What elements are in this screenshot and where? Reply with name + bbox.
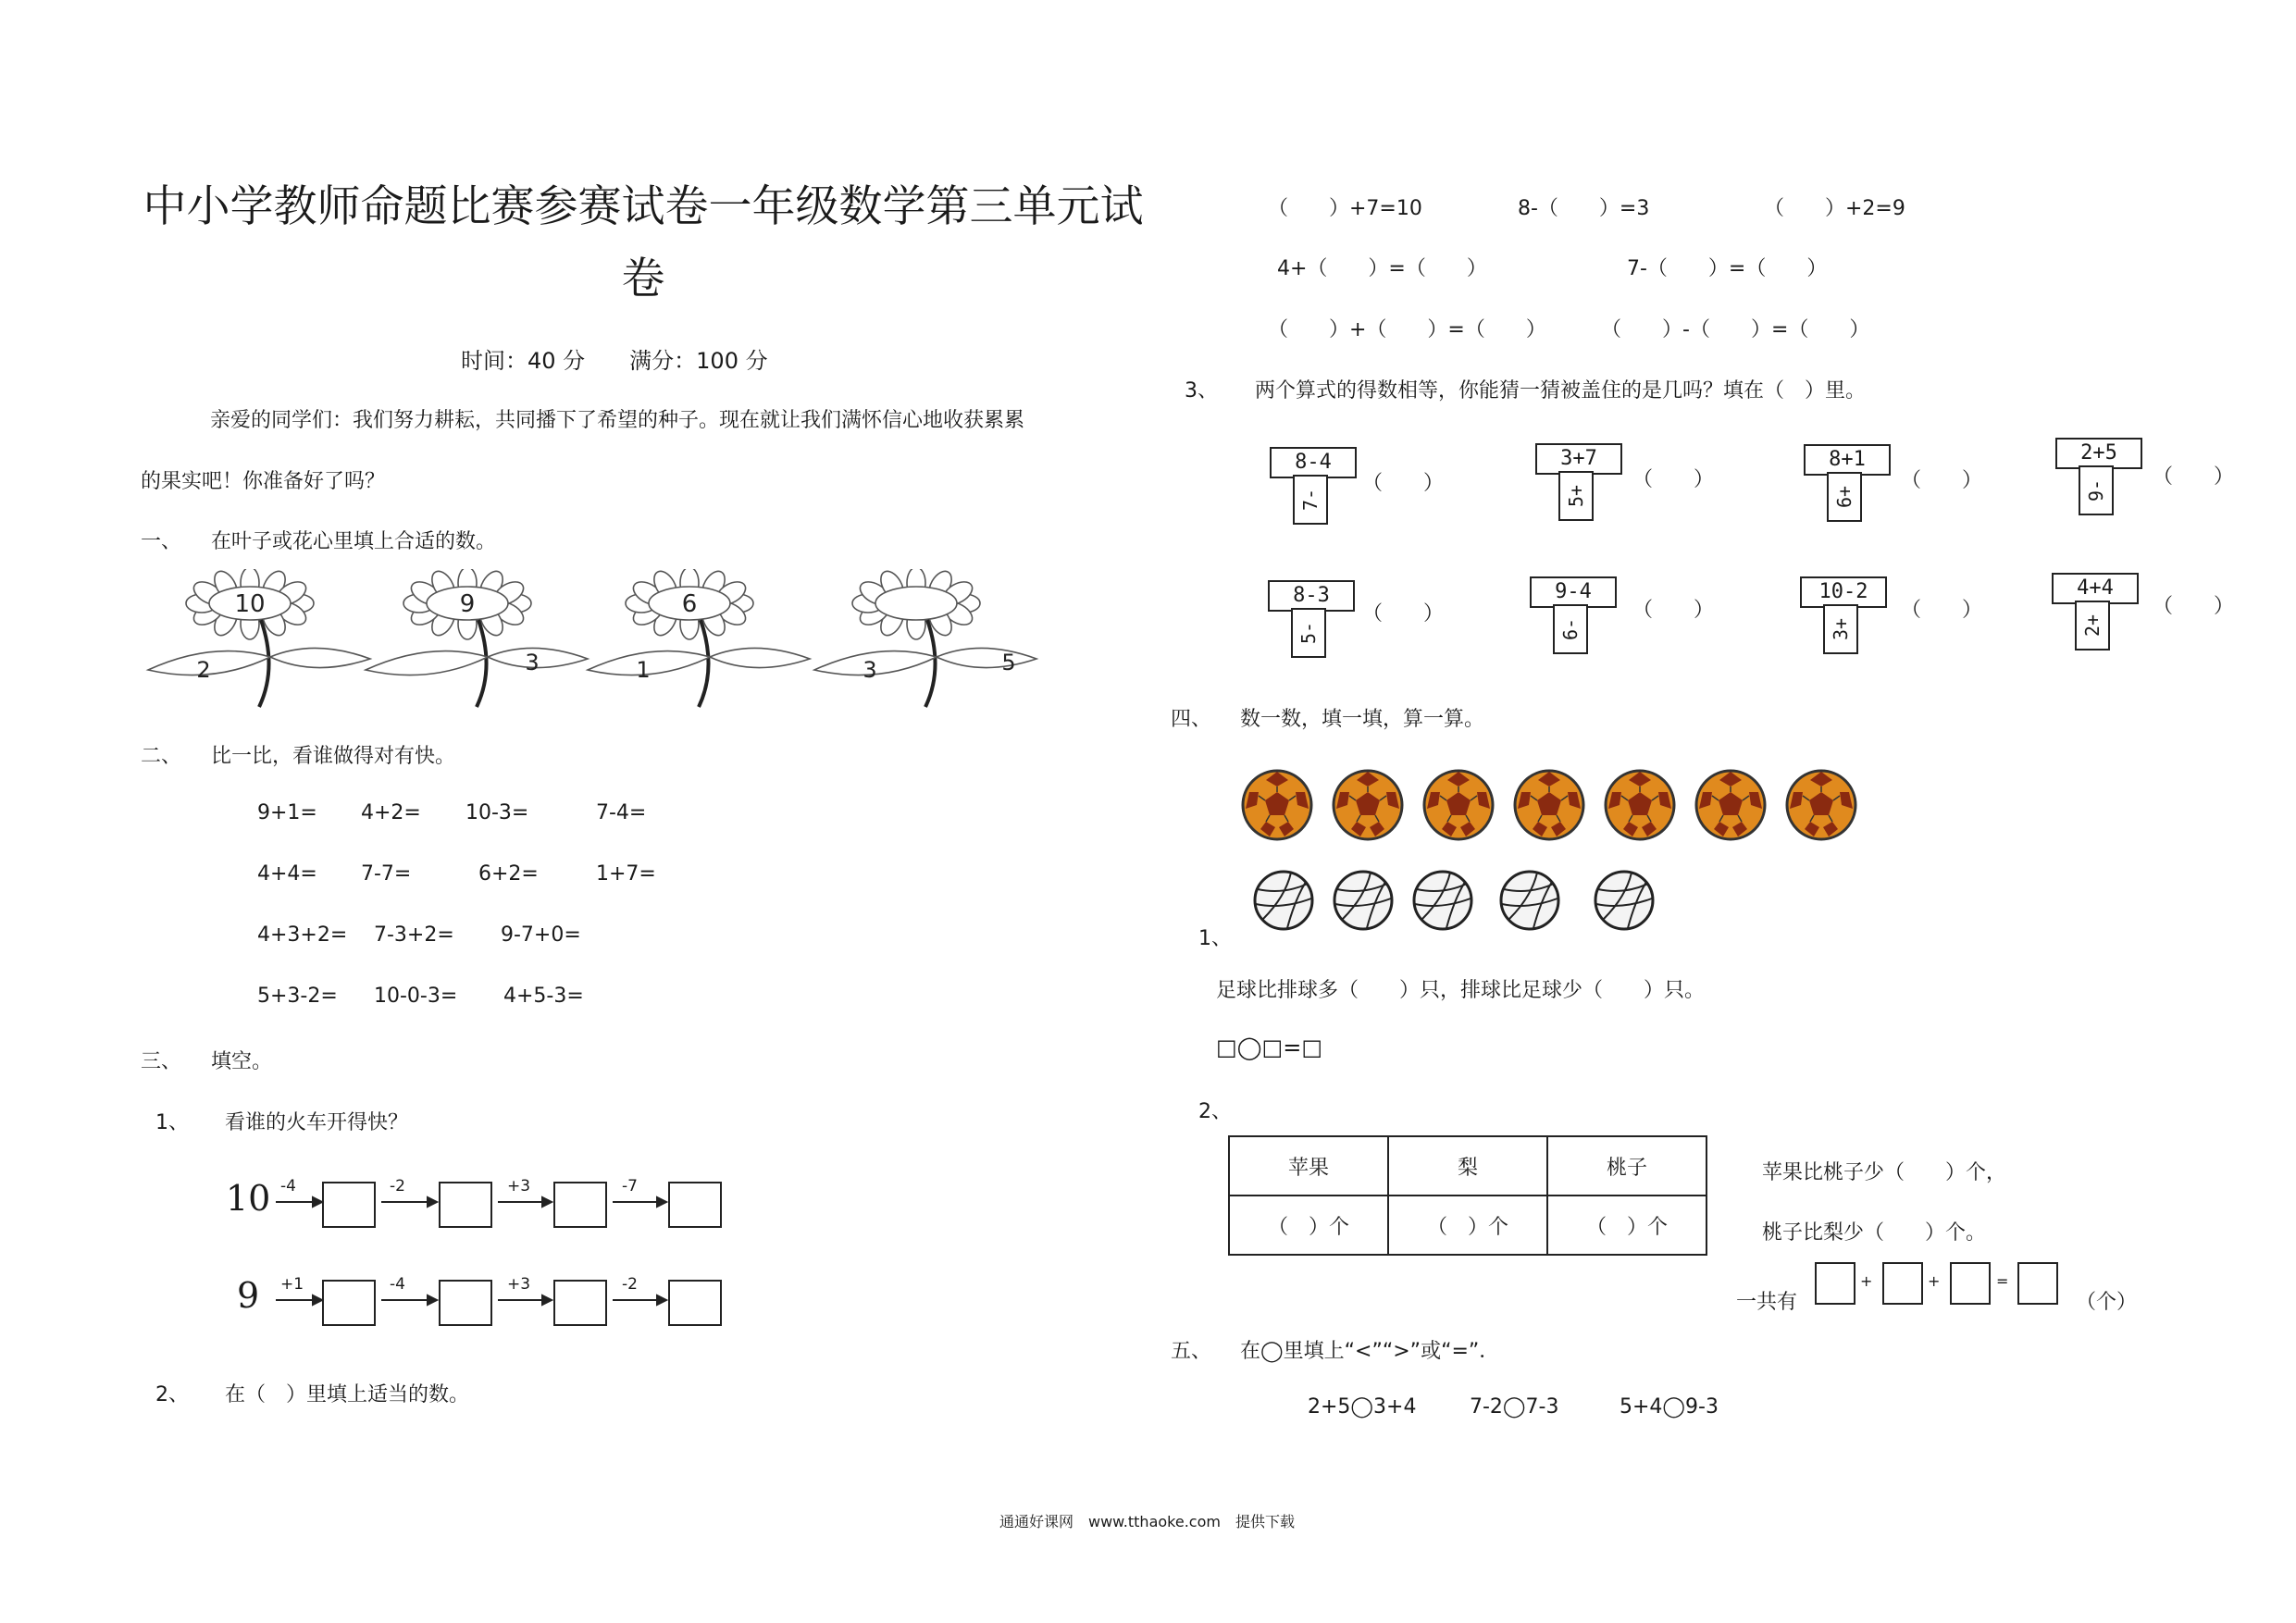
train-1-op-3: +3	[507, 1177, 531, 1196]
total-op-3: =	[1996, 1272, 2009, 1290]
tcard-8-top: 4+4	[2052, 573, 2139, 604]
page-title: 中小学教师命题比赛参赛试卷一年级数学第三单元试卷	[143, 181, 1144, 304]
tcard-4-stem: 9-	[2079, 465, 2114, 515]
tcard-3-answer[interactable]: （ ）	[1901, 469, 1983, 492]
calc-r1c3: 1+7=	[596, 862, 656, 886]
total-box-1[interactable]	[1815, 1262, 1855, 1305]
tcard-5-answer[interactable]: （ ）	[1362, 602, 1445, 626]
calc-r2c1: 7-3+2=	[374, 923, 454, 947]
section-4-heading: 数一数，填一填，算一算。	[1240, 708, 1485, 731]
fill-r1c0: 4+（ ）=（ ）	[1277, 257, 1487, 280]
fruit-header-pear: 梨	[1388, 1136, 1547, 1196]
section-4-number: 四、	[1171, 708, 1212, 731]
tcard-6-stem: 6-	[1553, 604, 1588, 654]
train-2-start: 9	[237, 1275, 260, 1316]
total-box-4[interactable]	[2017, 1262, 2058, 1305]
fill-r2c1: （ ）-（ ）=（ ）	[1601, 318, 1870, 341]
fill-r0c2: （ ）+2=9	[1764, 197, 1905, 220]
calc-r0c2: 10-3=	[465, 801, 529, 824]
train-1-op-4: -7	[622, 1177, 638, 1196]
calc-r0c1: 4+2=	[361, 801, 421, 824]
train-2-op-2: -4	[390, 1275, 405, 1294]
total-unit: （个）	[2076, 1291, 2138, 1314]
compare-2: 7-2◯7-3	[1470, 1395, 1559, 1419]
total-op-1: +	[1860, 1272, 1873, 1290]
calc-r1c2: 6+2=	[478, 862, 539, 886]
calc-r3c2: 4+5-3=	[503, 985, 584, 1008]
q4-2-number: 2、	[1198, 1100, 1232, 1123]
tcard-2-answer[interactable]: （ ）	[1632, 468, 1715, 491]
flower-center-number: 9	[459, 590, 476, 618]
footer: 通通好课网 www.tthaoke.com 提供下载	[999, 1513, 1295, 1530]
tcard-1-stem: 7-	[1293, 475, 1328, 525]
balls-figure	[1240, 763, 1888, 935]
exam-meta: 时间：40 分 满分：100 分	[461, 348, 768, 374]
section-2-heading: 比一比，看谁做得对有快。	[211, 745, 456, 768]
q3-2-text: 在（ ）里填上适当的数。	[225, 1383, 470, 1406]
train-2-op-3: +3	[507, 1275, 531, 1294]
tcard-4-answer[interactable]: （ ）	[2153, 465, 2235, 489]
tcard-7-top: 10-2	[1800, 576, 1887, 608]
tcard-6-answer[interactable]: （ ）	[1632, 599, 1715, 622]
tcard-3-top: 8+1	[1804, 444, 1891, 476]
tcard-1-top: 8-4	[1270, 447, 1357, 478]
fruit-count-pear[interactable]: （ ）个	[1388, 1196, 1547, 1255]
calc-r2c0: 4+3+2=	[257, 923, 348, 947]
tcard-8-answer[interactable]: （ ）	[2153, 595, 2235, 618]
intro-line-2: 的果实吧！你准备好了吗？	[141, 470, 386, 493]
calc-r3c1: 10-0-3=	[374, 985, 458, 1008]
fruit-table	[1228, 1135, 1707, 1256]
fruit-header-apple: 苹果	[1229, 1136, 1388, 1196]
section-2-number: 二、	[141, 745, 182, 768]
soccer-ball-group	[1243, 771, 1855, 839]
tcard-2-stem: 5+	[1558, 471, 1594, 521]
calc-r0c3: 7-4=	[596, 801, 647, 824]
fruit-header-peach: 桃子	[1547, 1136, 1706, 1196]
tcard-5-top: 8-3	[1268, 580, 1355, 612]
flower-center-number: 6	[681, 590, 698, 618]
flower-right-leaf-number: 3	[525, 650, 540, 675]
calc-r3c0: 5+3-2=	[257, 985, 338, 1008]
q4-2-line-2: 桃子比梨少（ ）个。	[1762, 1221, 1987, 1245]
flower-left-leaf-number: 3	[863, 657, 877, 683]
section-3-number: 三、	[141, 1050, 182, 1073]
tcard-7-answer[interactable]: （ ）	[1901, 599, 1983, 622]
tcard-3-stem: 6+	[1827, 472, 1862, 522]
calc-r1c1: 7-7=	[361, 862, 412, 886]
total-op-2: +	[1928, 1272, 1941, 1290]
train-1-op-1: -4	[280, 1177, 296, 1196]
fill-r0c0: （ ）+7=10	[1268, 197, 1422, 220]
q3-1-number: 1、	[155, 1111, 189, 1134]
intro-line-1: 亲爱的同学们：我们努力耕耘，共同播下了希望的种子。现在就让我们满怀信心地收获累累	[210, 409, 1025, 432]
total-label: 一共有	[1736, 1291, 1798, 1314]
train-2-op-1: +1	[280, 1275, 304, 1294]
volleyball-group	[1255, 872, 1653, 929]
tcard-8-stem: 2+	[2075, 601, 2110, 650]
tcard-5-stem: 5-	[1291, 608, 1326, 658]
section-5-number: 五、	[1171, 1340, 1212, 1363]
flower-center-number: 10	[234, 590, 266, 618]
q4-1-number: 1、	[1198, 927, 1232, 950]
tcard-4-top: 2+5	[2055, 438, 2142, 469]
calc-r0c0: 9+1=	[257, 801, 317, 824]
section-5-heading: 在◯里填上“<”“>”或“=”．	[1240, 1340, 1500, 1363]
tcard-1-answer[interactable]: （ ）	[1362, 472, 1445, 495]
section-1-number: 一、	[141, 530, 182, 553]
total-box-3[interactable]	[1950, 1262, 1991, 1305]
fill-r2c0: （ ）+（ ）=（ ）	[1268, 318, 1546, 341]
fruit-count-peach[interactable]: （ ）个	[1547, 1196, 1706, 1255]
fruit-count-apple[interactable]: （ ）个	[1229, 1196, 1388, 1255]
q3-3-text: 两个算式的得数相等，你能猜一猜被盖住的是几吗？填在（ ）里。	[1255, 379, 1867, 403]
train-1-op-2: -2	[390, 1177, 405, 1196]
flower-right-leaf-number: 5	[1001, 650, 1016, 675]
calc-r1c0: 4+4=	[257, 862, 317, 886]
q4-1-text: 足球比排球多（ ）只，排球比足球少（ ）只。	[1216, 979, 1706, 1002]
flower-left-leaf-number: 1	[636, 657, 651, 683]
tcard-2-top: 3+7	[1535, 443, 1622, 475]
q3-1-text: 看谁的火车开得快？	[225, 1111, 409, 1134]
fill-r1c1: 7-（ ）=（ ）	[1627, 257, 1828, 280]
tcard-7-stem: 3+	[1823, 604, 1858, 654]
compare-1: 2+5◯3+4	[1308, 1395, 1417, 1419]
section-1-heading: 在叶子或花心里填上合适的数。	[211, 530, 497, 553]
total-box-2[interactable]	[1882, 1262, 1923, 1305]
train-1-start: 10	[226, 1178, 271, 1219]
q4-2-line-1: 苹果比桃子少（ ）个，	[1762, 1161, 2007, 1184]
q3-3-number: 3、	[1185, 379, 1218, 403]
tcard-6-top: 9-4	[1530, 576, 1617, 608]
q4-1-formula: □◯□=□	[1216, 1035, 1322, 1060]
q3-2-number: 2、	[155, 1383, 189, 1406]
fill-r0c1: 8-（ ）=3	[1518, 197, 1650, 220]
flower-left-leaf-number: 2	[196, 657, 211, 683]
compare-3: 5+4◯9-3	[1620, 1395, 1719, 1419]
train-2-op-4: -2	[622, 1275, 638, 1294]
calc-r2c2: 9-7+0=	[501, 923, 581, 947]
section-3-heading: 填空。	[211, 1050, 273, 1073]
